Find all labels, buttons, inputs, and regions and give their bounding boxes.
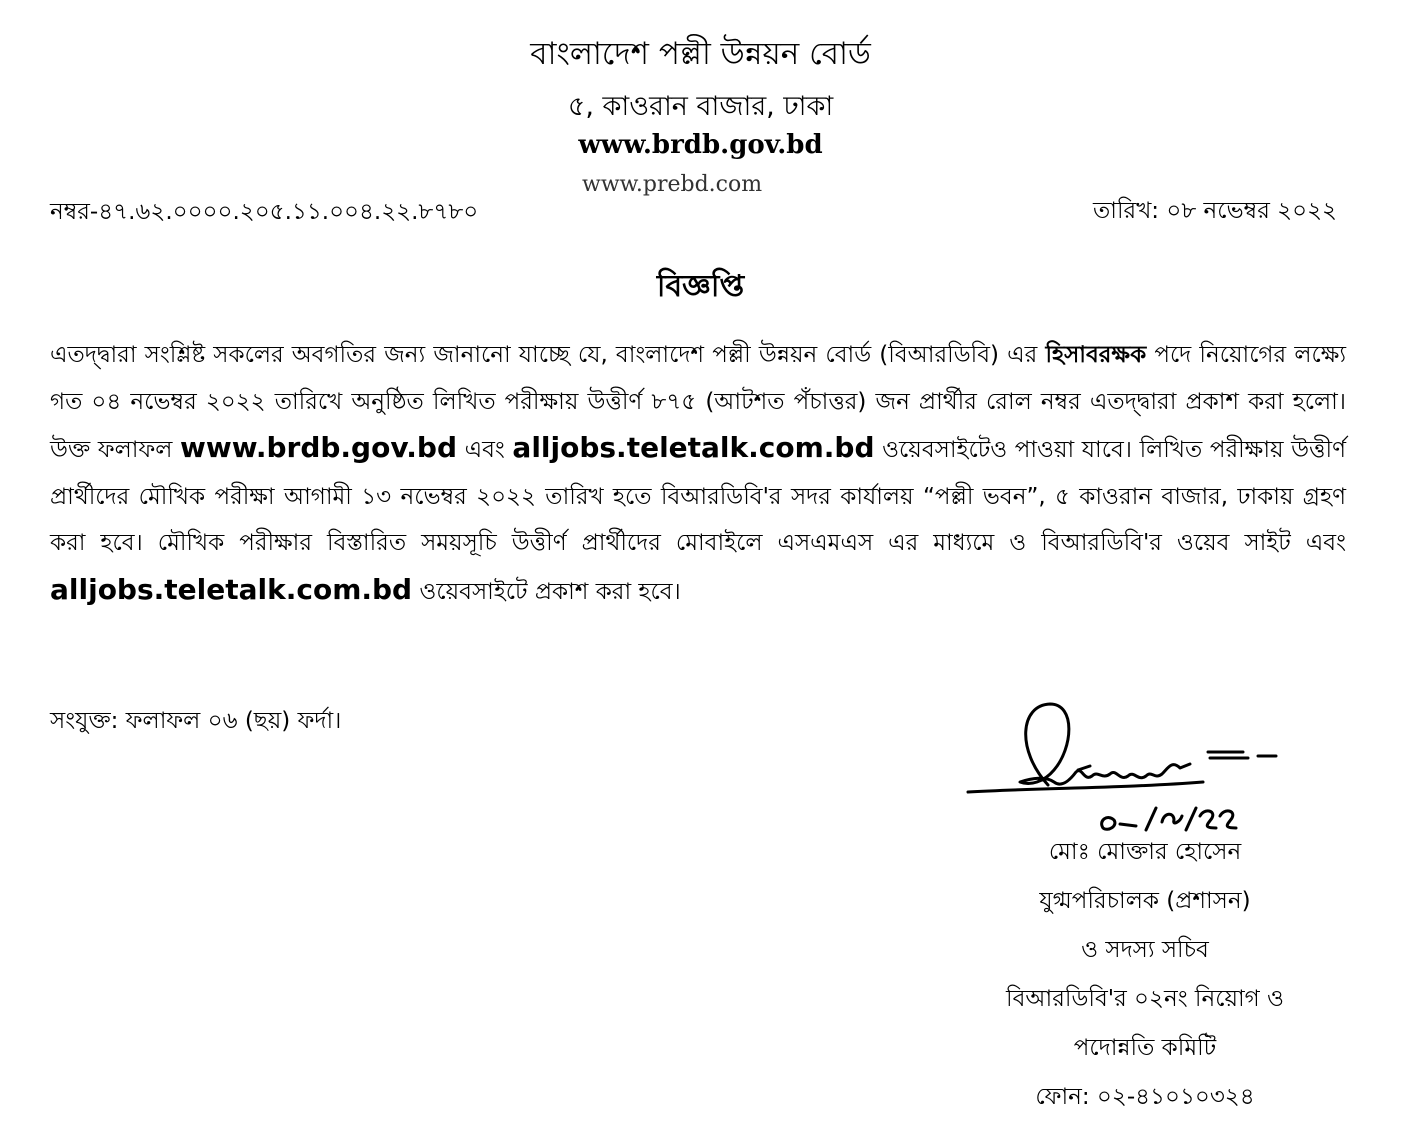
- brdb-website-link: www.brdb.gov.bd: [180, 431, 458, 464]
- signatory-designation: যুগ্মপরিচালক (প্রশাসন): [1039, 888, 1251, 914]
- body-text-part: পদে নিয়োগের লক্ষ্যে গত ০৪ নভেম্বর ২০২২ তারিখে অনুষ্ঠিত লিখিত পরীক্ষায় উত্তীর্ণ ৮৭৫ (আটশত পঁচাত্তর) জন প্রার্থীর রোল নম্বর এতদ্দ্বারা প্রকাশ করা হলো। উক্ত ফলাফল: [50, 342, 1347, 463]
- notice-title: বিজ্ঞপ্তি: [656, 269, 745, 304]
- teletalk-website-link: alljobs.teletalk.com.bd: [512, 431, 875, 464]
- signatory-block: [960, 828, 1330, 1122]
- teletalk-website-link: alljobs.teletalk.com.bd: [50, 572, 413, 606]
- body-text-part: ওয়েবসাইটেও পাওয়া যাবে। লিখিত পরীক্ষায় উত্তীর্ণ প্রার্থীদের মৌখিক পরীক্ষা আগামী ১৩ নভেম্বর ২০২২ তারিখ হতে বিআরডিবি'র সদর কার্যালয় “পল্লী ভবন”, ৫ কাওরান বাজার, ঢাকায় গ্রহণ করা হবে। মৌখিক পরীক্ষার বিস্তারিত সময়সূচি উত্তীর্ণ প্রার্থীদের মোবাইলে এসএমএস এর মাধ্যমে ও বিআরডিবি'র ওয়েব সাইট এবং: [50, 437, 1346, 556]
- signatory-phone: ফোন: ০২-৪১০১০৩২৪: [1035, 1084, 1255, 1110]
- post-name: হিসাবরক্ষক: [1045, 342, 1147, 368]
- signatory-role: ও সদস্য সচিব: [1081, 937, 1209, 963]
- signature-date: ০৮/১১/২২: [1138, 832, 1143, 833]
- notice-body: [50, 332, 1346, 615]
- signatory-name: মোঃ মোক্তার হোসেন: [1048, 839, 1242, 865]
- handwritten-signature: [958, 690, 1318, 835]
- body-text-part: এতদ্দ্বারা সংশ্লিষ্ট সকলের অবগতির জন্য জানানো যাচ্ছে যে, বাংলাদেশ পল্লী উন্নয়ন বোর্ড (বিআরডিবি) এর: [50, 342, 1046, 368]
- reference-number: নম্বর-৪৭.৬২.০০০০.২০৫.১১.০০৪.২২.৮৭৮০: [50, 199, 479, 225]
- committee-name-line2: পদোন্নতি কমিটি: [1073, 1035, 1217, 1061]
- organization-name: বাংলাদেশ পল্লী উন্নয়ন বোর্ড: [530, 36, 871, 72]
- organization-website: www.brdb.gov.bd: [578, 130, 823, 160]
- watermark-text: www.prebd.com: [582, 172, 763, 197]
- attachment-note: সংযুক্ত: ফলাফল ০৬ (ছয়) ফর্দা।: [50, 708, 342, 734]
- body-text-part: এবং: [457, 437, 513, 463]
- organization-address: ৫, কাওরান বাজার, ঢাকা: [567, 91, 834, 122]
- issue-date: তারিখ: ০৮ নভেম্বর ২০২২: [1093, 198, 1337, 224]
- body-text-part: ওয়েবসাইটে প্রকাশ করা হবে।: [412, 578, 681, 605]
- committee-name-line1: বিআরডিবি'র ০২নং নিয়োগ ও: [1006, 986, 1284, 1012]
